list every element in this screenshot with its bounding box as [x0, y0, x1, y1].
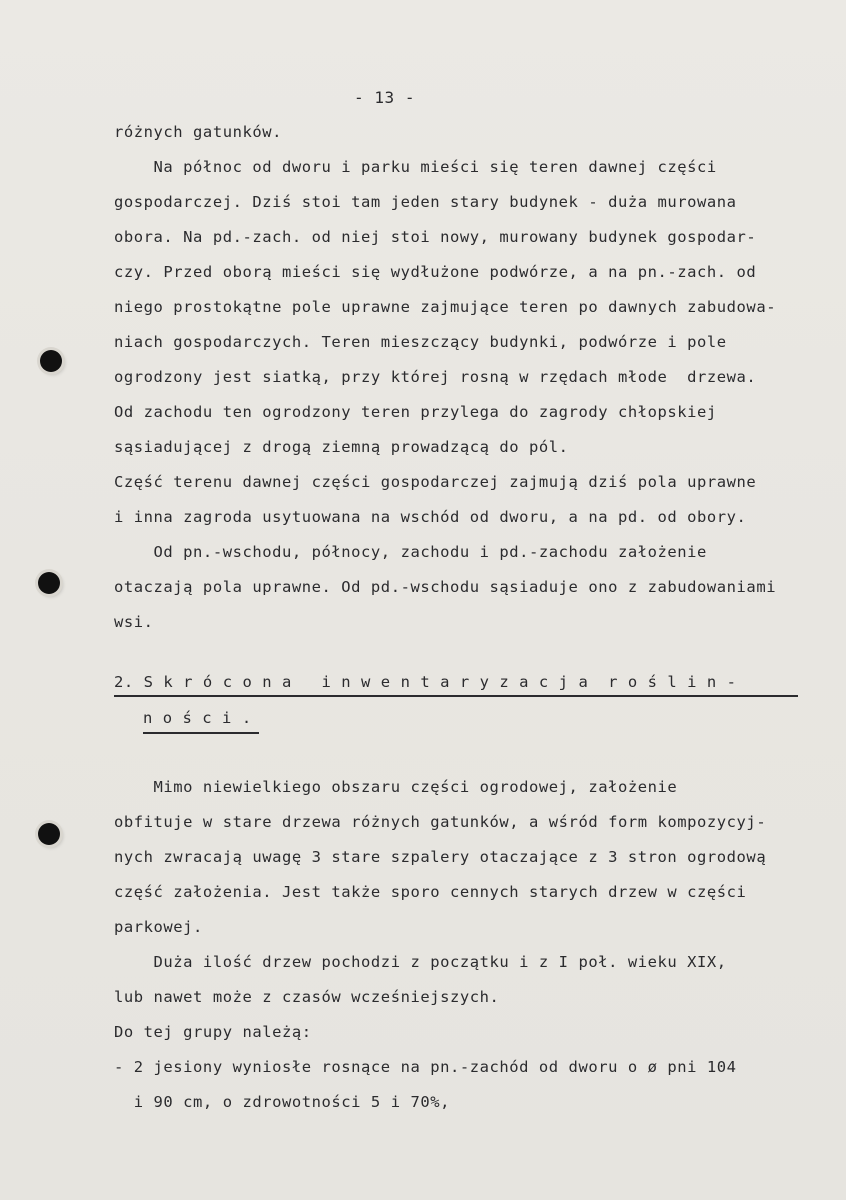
text-line: sąsiadującej z drogą ziemną prowadzącą do pól. [114, 438, 569, 456]
heading-underline [114, 695, 798, 697]
section-heading-continuation: n o ś c i . [143, 709, 252, 727]
text-line: gospodarczej. Dziś stoi tam jeden stary budynek - duża murowana [114, 193, 737, 211]
heading-underline [143, 732, 259, 734]
section-heading: 2. S k r ó c o n a i n w e n t a r y z a c j a r o ś l i n - [114, 673, 737, 691]
punch-hole [38, 823, 60, 845]
text-line: otaczają pola uprawne. Od pd.-wschodu sąsiaduje ono z zabudowaniami [114, 578, 777, 596]
list-item-continuation: i 90 cm, o zdrowotności 5 i 70%, [114, 1093, 450, 1111]
punch-hole [38, 572, 60, 594]
text-line: czy. Przed oborą mieści się wydłużone podwórze, a na pn.-zach. od [114, 263, 757, 281]
text-line: nych zwracają uwagę 3 stare szpalery otaczające z 3 stron ogrodową [114, 848, 767, 866]
text-line: różnych gatunków. [114, 123, 282, 141]
text-line: i inna zagroda usytuowana na wschód od dworu, a na pd. od obory. [114, 508, 747, 526]
text-line: lub nawet może z czasów wcześniejszych. [114, 988, 500, 1006]
text-line: obora. Na pd.-zach. od niej stoi nowy, murowany budynek gospodar- [114, 228, 757, 246]
text-line: część założenia. Jest także sporo cennych starych drzew w części [114, 883, 747, 901]
text-line: Do tej grupy należą: [114, 1023, 312, 1041]
text-line: Część terenu dawnej części gospodarczej zajmują dziś pola uprawne [114, 473, 757, 491]
text-line: wsi. [114, 613, 154, 631]
text-line: ogrodzony jest siatką, przy której rosną w rzędach młode drzewa. [114, 368, 757, 386]
page-number: - 13 - [354, 88, 416, 107]
text-line: Od pn.-wschodu, północy, zachodu i pd.-zachodu założenie [114, 543, 707, 561]
text-line: Duża ilość drzew pochodzi z początku i z I poł. wieku XIX, [114, 953, 727, 971]
text-line: Od zachodu ten ogrodzony teren przylega do zagrody chłopskiej [114, 403, 717, 421]
punch-hole [40, 350, 62, 372]
text-line: Na północ od dworu i parku mieści się teren dawnej części [114, 158, 717, 176]
text-line: Mimo niewielkiego obszaru części ogrodowej, założenie [114, 778, 678, 796]
text-line: obfituje w stare drzewa różnych gatunków, a wśród form kompozycyj- [114, 813, 767, 831]
text-line: niach gospodarczych. Teren mieszczący budynki, podwórze i pole [114, 333, 727, 351]
text-line: niego prostokątne pole uprawne zajmujące teren po dawnych zabudowa- [114, 298, 777, 316]
text-line: parkowej. [114, 918, 203, 936]
list-item: - 2 jesiony wyniosłe rosnące na pn.-zachód od dworu o ø pni 104 [114, 1058, 737, 1076]
